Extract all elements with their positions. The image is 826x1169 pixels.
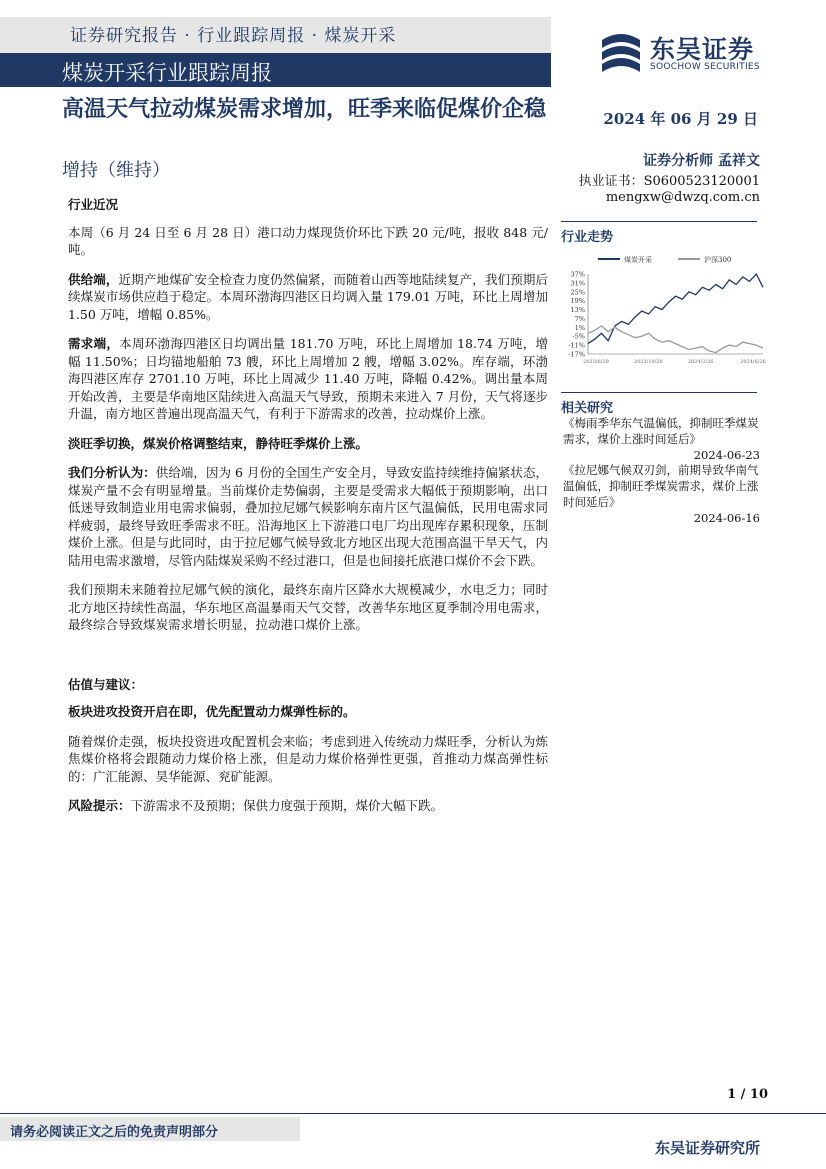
section-heading-recent: 行业近况 bbox=[68, 197, 119, 212]
y-tick-label: -17% bbox=[568, 350, 585, 359]
x-tick-label: 2023/10/28 bbox=[633, 359, 663, 365]
page-number: 1 / 10 bbox=[727, 1087, 768, 1102]
divider bbox=[561, 392, 757, 393]
related-report-date: 2024-06-23 bbox=[693, 448, 760, 462]
text-analysis: 供给端，因为 6 月份的全国生产安全月，导致安监持续维持偏紧状态，煤炭产量不会有明显增量。当前煤价走势偏弱，主要是受需求大幅低于预期影响，出口低迷导致制造业用电需求偏弱，叠加拉尼娜气候影响东南片区气温偏低，民用电需求同样疲弱，最终导致旺季需求不旺。沿海地区上下游港口电厂均出现库存累积现象，压制煤价上涨。但是与此同时，由于拉尼娜气候导致北方地区出现大范围高温干旱天气，内陆用电需求激增，尽管内陆煤炭采购不经过港口，但是也间接托底港口煤价不会下跌。 bbox=[68, 465, 548, 568]
divider bbox=[561, 221, 757, 222]
label-risk: 风险提示： bbox=[68, 798, 131, 813]
report-title: 高温天气拉动煤炭需求增加，旺季来临促煤价企稳 bbox=[62, 96, 547, 122]
disclaimer-note: 请务必阅读正文之后的免责声明部分 bbox=[10, 1125, 219, 1140]
label-analysis: 我们分析认为： bbox=[68, 465, 156, 480]
x-tick-label: 2024/6/26 bbox=[740, 359, 766, 365]
paragraph-demand bbox=[68, 335, 548, 423]
text-supply: 近期产地煤矿安全检查力度仍然偏紧，而随着山西等地陆续复产，我们预期后续煤炭市场供应趋于稳定。本周环渤海四港区日均调入量 179.01 万吨，环比上周增加 1.50 万吨，增幅 0.85%。 bbox=[68, 271, 548, 322]
y-tick-label: 19% bbox=[570, 297, 585, 306]
y-tick-label: 37% bbox=[570, 270, 585, 279]
y-tick-label: 25% bbox=[570, 288, 585, 297]
series-line bbox=[588, 274, 763, 344]
paragraph-price: 本周（6 月 24 日至 6 月 28 日）港口动力煤现货价环比下跌 20 元/吨，报收 848 元/吨。 bbox=[68, 224, 548, 257]
analyst-cert: 执业证书：S0600523120001 bbox=[578, 174, 760, 189]
analyst-email[interactable]: mengxw@dwzq.com.cn bbox=[605, 190, 760, 205]
trend-title: 行业走势 bbox=[561, 230, 614, 245]
series-line bbox=[588, 326, 763, 353]
logo-text-en: SOOCHOW SECURITIES bbox=[650, 62, 760, 72]
logo-text-cn: 东吴证券 bbox=[650, 35, 755, 64]
label-demand: 需求端， bbox=[68, 336, 120, 351]
section-heading-valuation: 估值与建议： bbox=[68, 676, 144, 692]
paragraph-outlook: 我们预期未来随着拉尼娜气候的演化，最终东南片区降水大规模减少，水电乏力；同时北方地区持续性高温，华东地区高温暴雨天气交替，改善华东地区夏季制冷用电需求，最终综合导致煤炭需求增长明显，拉动港口煤价上涨。 bbox=[68, 582, 548, 632]
text-risk: 下游需求不及预期；保供力度强于预期，煤价大幅下跌。 bbox=[130, 798, 444, 813]
soochow-logo-icon bbox=[598, 30, 644, 76]
x-tick-label: 2023/6/29 bbox=[583, 359, 609, 365]
legend-label: 煤炭开采 bbox=[624, 256, 652, 264]
paragraph-recommendation: 板块进攻投资开启在即，优先配置动力煤弹性标的。 bbox=[68, 704, 356, 719]
industry-trend-chart bbox=[558, 250, 768, 370]
paragraph-picks: 随着煤价走强，板块投资进攻配置机会来临；考虑到进入传统动力煤旺季，分析认为炼焦煤价格将会跟随动力煤价格上涨，但是动力煤价格弹性更强，首推动力煤高弹性标的：广汇能源、昊华能源、兖矿能源。 bbox=[68, 733, 548, 784]
report-date: 2024 年 06 月 29 日 bbox=[603, 110, 758, 128]
related-title: 相关研究 bbox=[561, 401, 614, 416]
legend-label: 沪深300 bbox=[704, 256, 732, 264]
paragraph-conclusion: 淡旺季切换，煤炭价格调整结束，静待旺季煤价上涨。 bbox=[68, 435, 369, 451]
x-tick-label: 2024/2/26 bbox=[687, 359, 714, 365]
paragraph-supply bbox=[68, 271, 548, 324]
report-category: 证券研究报告 · 行业跟踪周报 · 煤炭开采 bbox=[70, 26, 397, 46]
related-report-title[interactable]: 《梅雨季华东气温偏低，抑制旺季煤炭需求，煤价上涨时间延后》 bbox=[563, 416, 759, 446]
y-tick-label: 13% bbox=[570, 306, 585, 315]
institute-name: 东吴证券研究所 bbox=[654, 1139, 760, 1157]
analyst-name: 证券分析师 孟祥文 bbox=[643, 153, 760, 169]
paragraph-risk bbox=[68, 797, 548, 815]
related-report-title[interactable]: 《拉尼娜气候双刃剑，前期导致华南气温偏低，抑制旺季煤炭需求，煤价上涨时间延后》 bbox=[563, 463, 759, 509]
footer-divider bbox=[0, 1113, 826, 1114]
y-tick-label: 7% bbox=[574, 314, 585, 323]
rating: 增持（维持） bbox=[62, 160, 170, 181]
paragraph-analysis bbox=[68, 464, 548, 569]
related-report-date: 2024-06-16 bbox=[693, 511, 760, 525]
main-body bbox=[68, 196, 548, 827]
label-supply: 供给端， bbox=[68, 271, 119, 287]
y-tick-label: -5% bbox=[572, 332, 585, 341]
y-tick-label: -11% bbox=[568, 341, 585, 350]
y-tick-label: 31% bbox=[570, 279, 585, 288]
y-tick-label: 1% bbox=[574, 323, 585, 332]
text-demand: 本周环渤海四港区日均调出量 181.70 万吨，环比上周增加 18.74 万吨，增幅 11.50%；日均锚地船舶 73 艘，环比上周增加 2 艘，增幅 3.02%。库存端，环渤海四港区库存 2701.10 万吨，环比上周减少 11.40 万吨，降幅 0.42%。调出量本周开始改善，主要是华南地区陆续进入高温天气导致，预期未来进入 7 月份，天气将逐步升温，南方地区普遍出现高温天气，有利于下游需求的改善，拉动煤价上涨。 bbox=[68, 336, 548, 421]
report-subtitle: 煤炭开采行业跟踪周报 bbox=[62, 61, 272, 85]
